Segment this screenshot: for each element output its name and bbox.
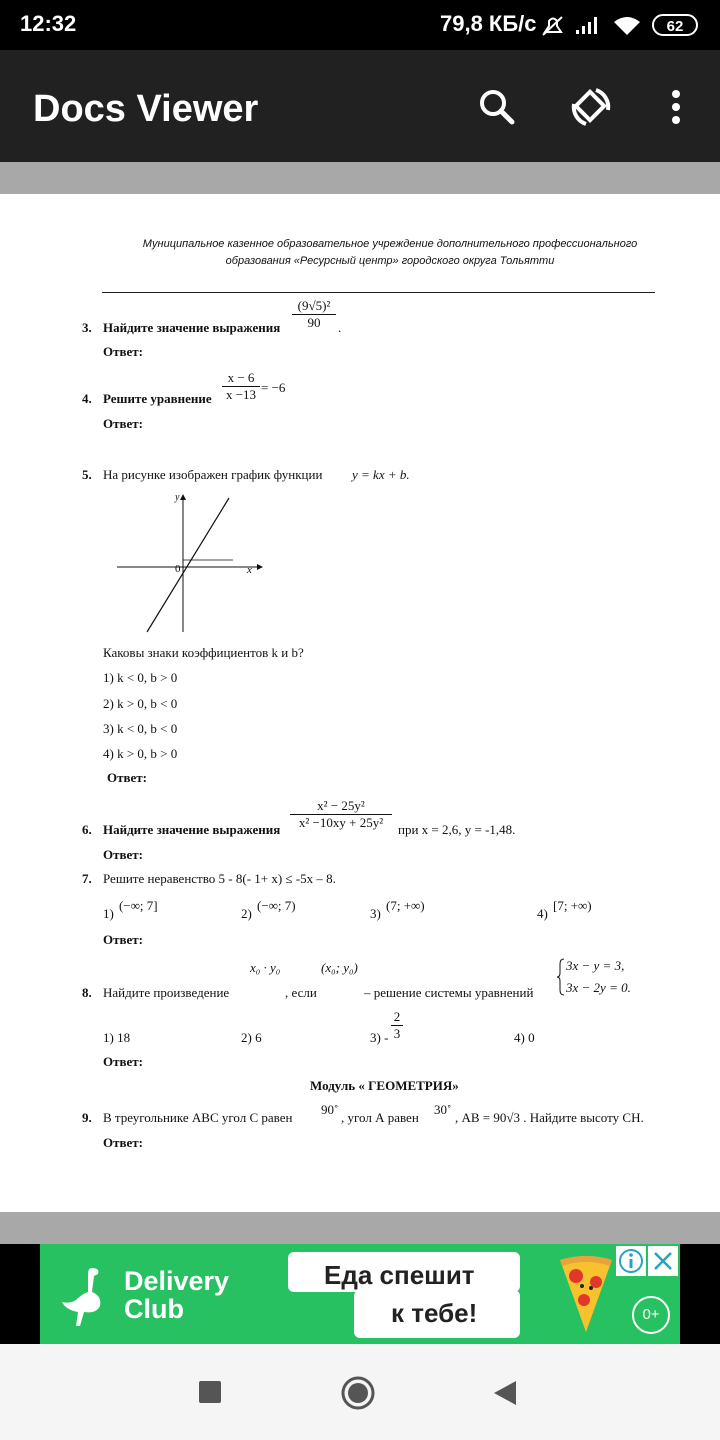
app-title: Docs Viewer [33,88,259,130]
viewer-margin-top [0,162,720,194]
q9-angle-c: 90˚ [321,1102,339,1117]
q9-angle-a: 30˚ [434,1102,452,1117]
header-rule [102,292,655,293]
q8-text2: – решение системы уравнений [364,985,534,1000]
q4-number: 4. [82,391,92,406]
graph-y-label: y [175,492,180,503]
q8-option-4: 4) 0 [514,1030,535,1045]
q7-option-4: [7; +∞) [553,898,592,913]
ad-info-icon[interactable] [616,1246,646,1276]
q5-option-4: 4) k > 0, b > 0 [103,746,178,761]
q8-option-3: 3) - [370,1030,389,1045]
q5-answer-label: Ответ: [107,770,148,785]
q8-answer-label: Ответ: [103,1054,144,1069]
q9-number: 9. [82,1110,92,1125]
q3-number: 3. [82,320,92,335]
recents-button[interactable] [198,1380,222,1404]
ad-close-icon[interactable] [648,1246,678,1276]
q4-answer-label: Ответ: [103,416,144,431]
ad-slogan-line1: Еда спешит [324,1260,475,1290]
module-heading: Модуль « ГЕОМЕТРИЯ» [310,1078,459,1093]
q9-answer-label: Ответ: [103,1135,144,1150]
q8-text: Найдите произведение [103,985,230,1000]
q8-pair: (x₀; y₀) [321,960,358,975]
q4-fraction: $\frac{x - 6}{x -13}$ [222,370,260,403]
q9-text-part1: В треугольнике АВС угол С равен [103,1110,293,1125]
ostrich-logo-icon [56,1264,108,1328]
mute-icon [540,14,566,38]
ad-brand-line2: Club [124,1294,184,1324]
doc-header-line1: Муниципальное казенное образовательное учреждение дополнительного профессионального [142,238,638,250]
ad-brand-line1: Delivery [124,1266,230,1296]
q5-function-graph [115,492,265,634]
q7-option-2: (−∞; 7) [257,898,296,913]
battery-indicator: 62 [652,14,698,36]
rotate-icon[interactable] [566,82,616,132]
back-button[interactable] [492,1380,518,1406]
status-bar [0,0,720,50]
signal-icon [574,14,602,36]
q6-answer-label: Ответ: [103,847,144,862]
q7-option-4-num: 4) [537,906,548,921]
q8-product-expr: x₀ · y₀ [250,960,281,975]
q6-number: 6. [82,822,92,837]
q5-text: На рисунке изображен график функции [103,467,323,482]
wifi-icon [612,14,642,36]
q8-option-2: 2) 6 [241,1030,262,1045]
q7-text: Решите неравенство 5 - 8(- 1+ x) ≤ -5x – 8. [103,871,336,886]
q3-text: Найдите значение выражения [103,320,281,335]
q6-fraction: $\frac{\text{x² − 25y²}}{\text{x² −10xy + 25y²}}$ [290,798,392,831]
q7-number: 7. [82,871,92,886]
q6-text: Найдите значение выражения [103,822,281,837]
doc-header-line2: образования «Ресурсный центр» городского округа Тольятти [225,255,555,267]
q5-number: 5. [82,467,92,482]
q9-text-part2: , угол А равен [341,1110,419,1125]
ad-banner[interactable] [40,1244,680,1344]
q5-question: Каковы знаки коэффициентов k и b? [103,645,304,660]
graph-x-label: x [247,564,252,576]
q8-system-eq1: 3x − y = 3, [566,958,625,973]
ad-age-rating: 0+ [632,1296,670,1334]
q5-option-1: 1) k < 0, b > 0 [103,670,178,685]
q3-fraction: $\frac{\text{(9√5)²}}{90}$ [292,298,336,331]
q5-formula: y = kx + b. [352,467,410,482]
app-bar [0,50,720,162]
pizza-icon [558,1254,614,1334]
q8-system-brace [557,958,565,996]
q7-option-3-num: 3) [370,906,381,921]
ad-slogan-line2: к тебе! [391,1298,478,1328]
system-nav-bar [0,1344,720,1440]
q7-option-2-num: 2) [241,906,252,921]
search-icon[interactable] [472,82,522,132]
q5-option-2: 2) k > 0, b < 0 [103,696,178,711]
document-page[interactable]: Муниципальное казенное образовательное учреждение дополнительного профессионального образования «Ресурсный центр» городского округа Тольятти 3. Найдите значение выражения $\frac{\text{(9√5)²}}{90}$ . Ответ: 4. Решите уравнение $\frac{x - 6}{x -13}$ = −6 Ответ: 5. На рисунке изображен график функции y = kx + b. y x 0 Каковы знаки коэффициентов k и b? 1) k < 0, b > 0 2) k > 0, b < 0 3) k < 0, b < 0 4) k > 0, b > 0 Ответ: 6. Найдите значение выражения $\frac{\text{x² − 25y²}}{\text{x² −10xy + 25y²}}$ при x = 2,6, y = -1,48. Ответ: 7. Решите неравенство 5 - 8(- 1+ x) ≤ -5x – 8. 1) (−∞; 7] 2) (−∞; 7) 3) (7; +∞) 4) [7; +∞) Ответ: x₀ · y₀ (x₀; y₀) 8. Найдите произведение , если – решение системы уравнений 3x − y = 3, 3x − 2y = 0. 1) 18 2) 6 3) - $\frac{2}{3}$ 4) 0 Ответ: Модуль « ГЕОМЕТРИЯ» 9. В треугольнике АВС угол С равен 90˚ , угол А равен 30˚ , АВ = 90√3 . Найдите высоту СН. Ответ: [0,194,720,1212]
q4-text: Решите уравнение [103,391,212,406]
home-button[interactable] [340,1375,376,1411]
q7-option-1-num: 1) [103,906,114,921]
q7-option-1: (−∞; 7] [119,898,158,913]
viewer-margin-bottom [0,1212,720,1244]
more-vert-icon[interactable] [652,82,702,132]
q5-option-3: 3) k < 0, b < 0 [103,721,178,736]
q9-text-part3: , АВ = 90√3 . Найдите высоту СН. [455,1110,644,1125]
graph-origin-label: 0 [175,563,181,575]
ad-container [0,1244,720,1344]
q7-option-3: (7; +∞) [386,898,425,913]
q8-option-3-fraction: $\frac{2}{3}$ [391,1009,403,1042]
status-time: 12:32 [20,11,77,36]
network-speed: 79,8 КБ/с [440,11,537,36]
q3-answer-label: Ответ: [103,344,144,359]
q7-answer-label: Ответ: [103,932,144,947]
q8-number: 8. [82,985,92,1000]
q6-condition: при x = 2,6, y = -1,48. [398,822,516,837]
q8-system-eq2: 3x − 2y = 0. [566,980,631,995]
q8-option-1: 1) 18 [103,1030,131,1045]
